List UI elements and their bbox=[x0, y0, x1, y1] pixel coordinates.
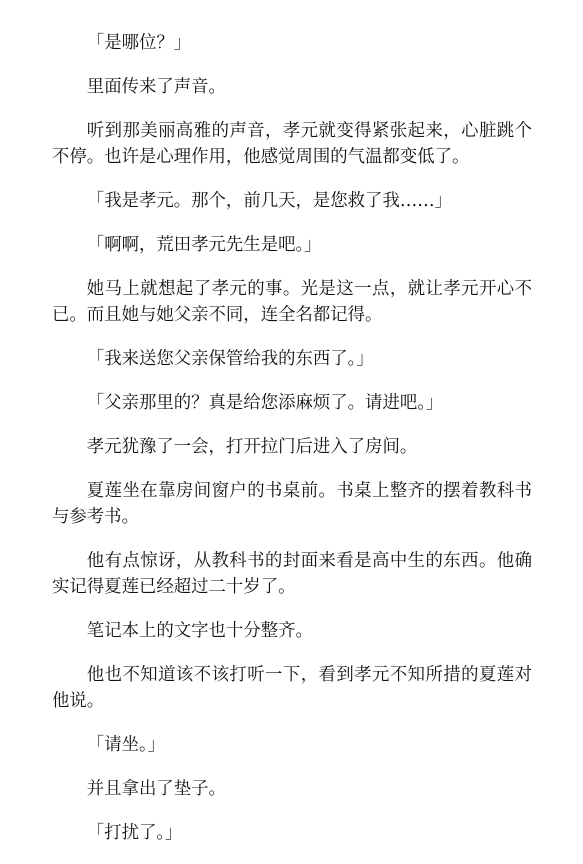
paragraph: 「我来送您父亲保管给我的东西了。」 bbox=[86, 349, 374, 369]
paragraph: 「啊啊，荒田孝元先生是吧。」 bbox=[86, 235, 322, 255]
paragraph: 她马上就想起了孝元的事。光是这一点，就让孝元开心不已。而且她与她父亲不同，连全名都记得。 bbox=[52, 279, 532, 325]
paragraph: 并且拿出了垫子。 bbox=[86, 779, 226, 799]
paragraph: 「打扰了。」 bbox=[86, 823, 183, 843]
paragraph: 他也不知道该不该打听一下，看到孝元不知所措的夏莲对他说。 bbox=[52, 665, 532, 711]
paragraph: 笔记本上的文字也十分整齐。 bbox=[86, 621, 313, 641]
document-page bbox=[52, 30, 532, 864]
paragraph: 他有点惊讶，从教科书的封面来看是高中生的东西。他确实记得夏莲已经超过二十岁了。 bbox=[52, 551, 532, 597]
paragraph: 「父亲那里的？真是给您添麻烦了。请进吧。」 bbox=[86, 393, 444, 413]
paragraph: 里面传来了声音。 bbox=[86, 77, 226, 97]
paragraph: 「是哪位？」 bbox=[86, 33, 192, 53]
paragraph: 孝元犹豫了一会，打开拉门后进入了房间。 bbox=[86, 437, 418, 457]
paragraph: 「我是孝元。那个，前几天，是您救了我……」 bbox=[86, 191, 453, 211]
paragraph: 夏莲坐在靠房间窗户的书桌前。书桌上整齐的摆着教科书与参考书。 bbox=[52, 481, 532, 527]
paragraph: 听到那美丽高雅的声音，孝元就变得紧张起来，心脏跳个不停。也许是心理作用，他感觉周围的气温都变低了。 bbox=[52, 121, 532, 167]
paragraph: 「请坐。」 bbox=[86, 735, 166, 755]
